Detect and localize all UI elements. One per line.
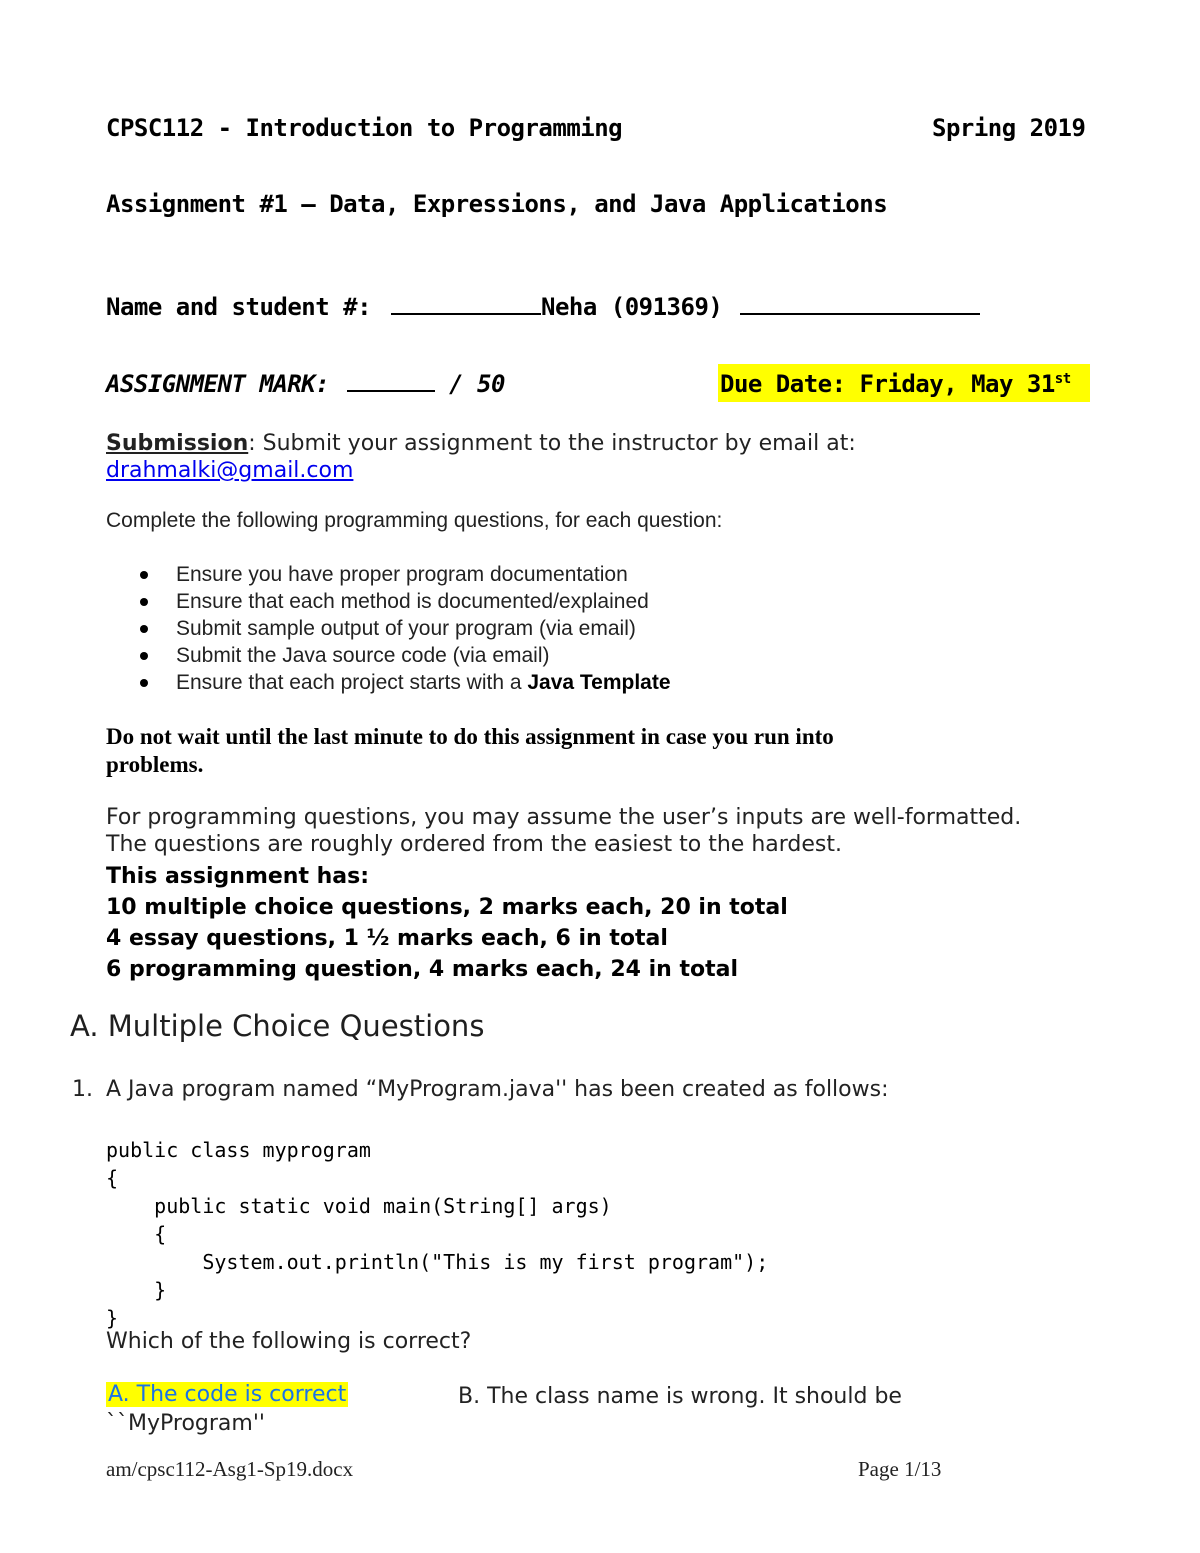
code-line: } [106,1278,167,1302]
bullet-icon [140,652,148,660]
list-item [140,588,671,615]
bullet-icon [140,625,148,633]
option-b-continued: ``MyProgram'' [106,1411,265,1436]
bullet-icon [140,679,148,687]
code-line: public static void main(String[] args) [106,1194,612,1218]
count-multiple-choice: 10 multiple choice questions, 2 marks each, 20 in total [106,895,788,920]
section-a-heading: A. Multiple Choice Questions [70,1009,485,1043]
assignment-has-label: This assignment has: [106,864,370,889]
question-number: 1. [72,1077,93,1102]
java-template-bold: Java Template [527,671,671,694]
question-text: A Java program named “MyProgram.java'' has been created as follows: [106,1077,889,1102]
name-value: Neha (091369) [541,293,723,321]
bullet-text: Ensure that each project starts with a [176,671,528,694]
list-item [140,669,671,696]
submission-text: : Submit your assignment to the instructor by email at: [248,431,856,456]
due-date-badge [718,364,1090,402]
name-line [106,293,980,321]
code-line: { [106,1222,167,1246]
bullet-text: Ensure that each method is documented/explained [176,590,649,613]
name-blank-left [391,309,541,315]
bullet-text: Submit the Java source code (via email) [176,644,550,667]
course-title: CPSC112 - Introduction to Programming [106,114,623,142]
instruction-bullets [140,561,671,696]
warning-line-1: Do not wait until the last minute to do this assignment in case you run into [106,724,834,749]
bullet-text: Ensure you have proper program documentation [176,563,628,586]
bullet-icon [140,571,148,579]
count-essay: 4 essay questions, 1 ½ marks each, 6 in total [106,926,668,951]
assignment-title: Assignment #1 – Data, Expressions, and Java Applications [106,190,888,218]
list-item [140,642,671,669]
submission-line [106,431,856,456]
count-programming: 6 programming question, 4 marks each, 24 in total [106,957,738,982]
instructions-intro: Complete the following programming questions, for each question: [106,509,723,532]
term-label: Spring 2019 [932,114,1086,142]
footer-filename: am/cpsc112-Asg1-Sp19.docx [106,1457,354,1481]
mark-total: / 50 [449,370,505,398]
list-item [140,561,671,588]
code-block [106,1136,768,1332]
list-item [140,615,671,642]
note-line-2: The questions are roughly ordered from the easiest to the hardest. [106,832,842,857]
name-label: Name and student #: [106,293,372,321]
bullet-icon [140,598,148,606]
instructor-email-link[interactable]: drahmalki@gmail.com [106,458,354,483]
warning-line-2: problems. [106,752,204,777]
bullet-text: Submit sample output of your program (via email) [176,617,636,640]
code-line: public class myprogram [106,1138,371,1162]
code-line: System.out.println("This is my first program"); [106,1250,769,1274]
mark-blank [347,386,435,392]
due-date-text: Due Date: Friday, May 31 [720,370,1055,398]
name-blank-right [740,309,980,315]
option-b[interactable]: B. The class name is wrong. It should be [458,1384,902,1409]
option-a[interactable]: A. The code is correct [108,1382,347,1407]
code-line: } [106,1306,119,1330]
mark-label: ASSIGNMENT MARK: [106,370,330,398]
submission-label: Submission [106,431,249,456]
note-line-1: For programming questions, you may assume the user’s inputs are well-formatted. [106,805,1022,830]
due-date-suffix: st [1054,371,1071,387]
mark-line [106,370,505,398]
question-prompt: Which of the following is correct? [106,1329,472,1354]
footer-page-number: Page 1/13 [858,1457,942,1481]
code-line: { [106,1166,119,1190]
